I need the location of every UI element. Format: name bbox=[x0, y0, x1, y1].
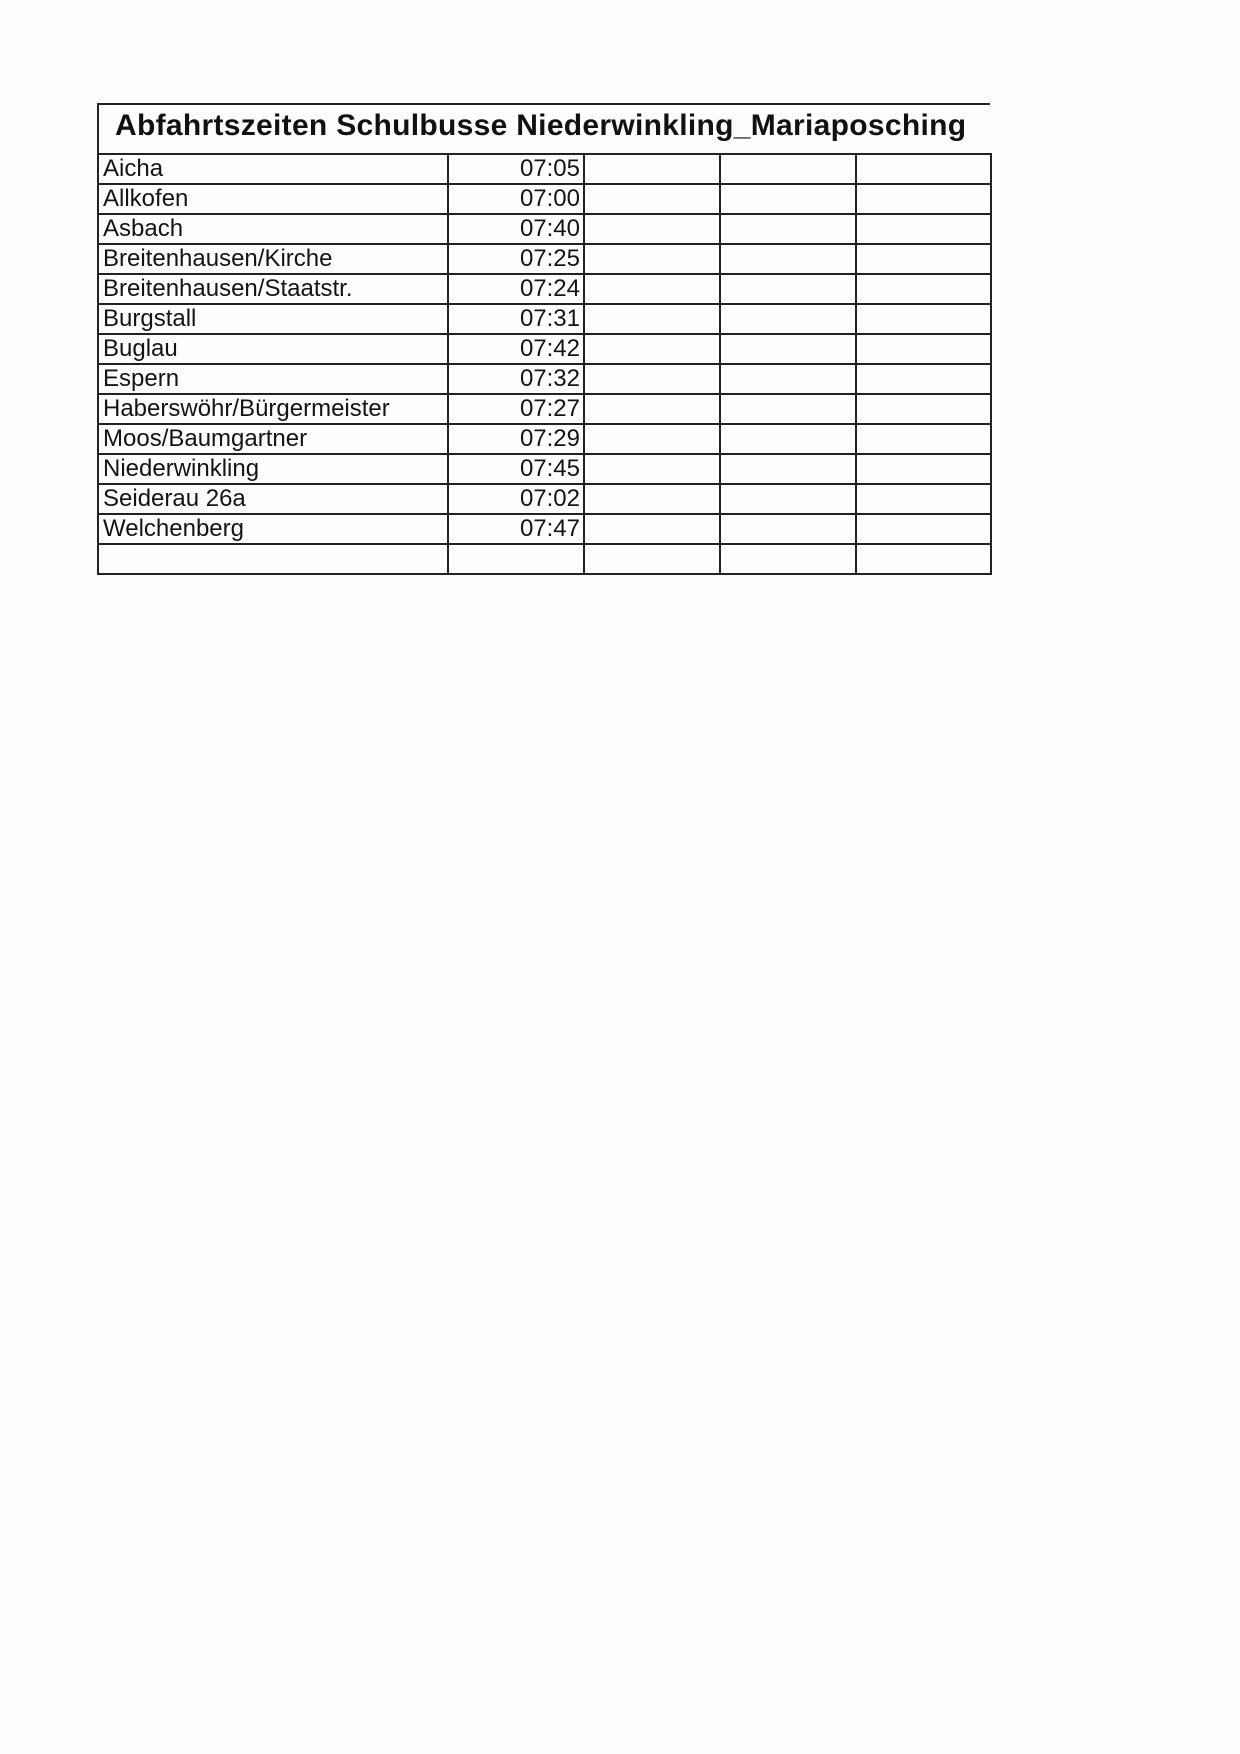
stop-cell: Espern bbox=[98, 364, 448, 394]
stop-cell: Haberswöhr/Bürgermeister bbox=[98, 394, 448, 424]
empty-cell bbox=[856, 454, 991, 484]
table-row bbox=[98, 514, 991, 544]
stop-cell: Moos/Baumgartner bbox=[98, 424, 448, 454]
table-row bbox=[98, 304, 991, 334]
time-cell bbox=[448, 544, 584, 574]
empty-cell bbox=[720, 424, 856, 454]
empty-cell bbox=[856, 484, 991, 514]
time-cell: 07:45 bbox=[448, 454, 584, 484]
empty-cell bbox=[584, 514, 720, 544]
empty-cell bbox=[584, 334, 720, 364]
empty-cell bbox=[584, 214, 720, 244]
empty-cell bbox=[720, 154, 856, 184]
stop-cell: Burgstall bbox=[98, 304, 448, 334]
table-row bbox=[98, 334, 991, 364]
time-cell: 07:32 bbox=[448, 364, 584, 394]
empty-cell bbox=[584, 484, 720, 514]
empty-cell bbox=[584, 154, 720, 184]
empty-cell bbox=[856, 244, 991, 274]
empty-cell bbox=[856, 214, 991, 244]
table-row bbox=[98, 214, 991, 244]
table-row bbox=[98, 154, 991, 184]
empty-cell bbox=[720, 334, 856, 364]
empty-cell bbox=[720, 274, 856, 304]
page-title: Abfahrtszeiten Schulbusse Niederwinkling_Mariaposching bbox=[115, 109, 967, 142]
time-cell: 07:00 bbox=[448, 184, 584, 214]
time-cell: 07:27 bbox=[448, 394, 584, 424]
empty-cell bbox=[720, 514, 856, 544]
stop-cell bbox=[98, 544, 448, 574]
empty-cell bbox=[856, 184, 991, 214]
empty-cell bbox=[856, 304, 991, 334]
empty-cell bbox=[584, 304, 720, 334]
stop-cell: Buglau bbox=[98, 334, 448, 364]
time-cell: 07:29 bbox=[448, 424, 584, 454]
time-cell: 07:47 bbox=[448, 514, 584, 544]
empty-cell bbox=[720, 484, 856, 514]
table-row bbox=[98, 424, 991, 454]
table-row bbox=[98, 484, 991, 514]
stop-cell: Allkofen bbox=[98, 184, 448, 214]
table-row bbox=[98, 184, 991, 214]
empty-cell bbox=[584, 454, 720, 484]
table-row bbox=[98, 394, 991, 424]
empty-cell bbox=[584, 244, 720, 274]
empty-cell bbox=[720, 304, 856, 334]
schedule-table bbox=[97, 153, 992, 575]
table-row bbox=[98, 364, 991, 394]
stop-cell: Seiderau 26a bbox=[98, 484, 448, 514]
empty-cell bbox=[584, 364, 720, 394]
empty-cell bbox=[720, 394, 856, 424]
empty-cell bbox=[720, 544, 856, 574]
time-cell: 07:24 bbox=[448, 274, 584, 304]
empty-cell bbox=[856, 364, 991, 394]
schedule-sheet bbox=[97, 103, 990, 575]
empty-cell bbox=[856, 544, 991, 574]
empty-cell bbox=[856, 514, 991, 544]
time-cell: 07:05 bbox=[448, 154, 584, 184]
empty-cell bbox=[720, 454, 856, 484]
stop-cell: Niederwinkling bbox=[98, 454, 448, 484]
stop-cell: Asbach bbox=[98, 214, 448, 244]
empty-cell bbox=[584, 394, 720, 424]
time-cell: 07:31 bbox=[448, 304, 584, 334]
time-cell: 07:42 bbox=[448, 334, 584, 364]
time-cell: 07:25 bbox=[448, 244, 584, 274]
time-cell: 07:40 bbox=[448, 214, 584, 244]
empty-cell bbox=[720, 214, 856, 244]
stop-cell: Welchenberg bbox=[98, 514, 448, 544]
table-row bbox=[98, 454, 991, 484]
stop-cell: Breitenhausen/Staatstr. bbox=[98, 274, 448, 304]
empty-cell bbox=[856, 154, 991, 184]
empty-cell bbox=[584, 424, 720, 454]
stop-cell: Breitenhausen/Kirche bbox=[98, 244, 448, 274]
stop-cell: Aicha bbox=[98, 154, 448, 184]
empty-cell bbox=[720, 244, 856, 274]
empty-cell bbox=[856, 394, 991, 424]
time-cell: 07:02 bbox=[448, 484, 584, 514]
title-row bbox=[97, 103, 990, 153]
empty-cell bbox=[720, 184, 856, 214]
table-row bbox=[98, 274, 991, 304]
empty-cell bbox=[856, 424, 991, 454]
table-row bbox=[98, 544, 991, 574]
empty-cell bbox=[584, 274, 720, 304]
empty-cell bbox=[720, 364, 856, 394]
table-row bbox=[98, 244, 991, 274]
empty-cell bbox=[584, 544, 720, 574]
empty-cell bbox=[856, 274, 991, 304]
empty-cell bbox=[584, 184, 720, 214]
empty-cell bbox=[856, 334, 991, 364]
